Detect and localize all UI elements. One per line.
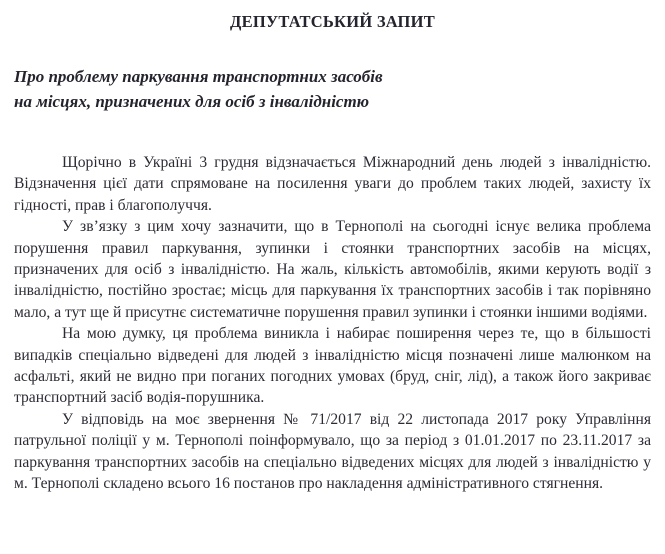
document-text-content (14, 114, 651, 495)
subtitle-line-1: Про проблему паркування транспортних засобів (14, 67, 383, 86)
paragraph-3: На мою думку, ця проблема виникла і набирає поширення через те, що в більшості випадків спеціально відведені для людей з інвалідністю місця позначені лише малюнком на асфальті, який не видно при поганих погодних умовах (бруд, сніг, лід), а також його закриває транспортний засіб водія-порушника. (14, 325, 651, 407)
page-title: ДЕПУТАТСЬКИЙ ЗАПИТ (230, 12, 435, 31)
paragraph-1: Щорічно в Україні 3 грудня відзначається Міжнародний день людей з інвалідністю. Відзначення цієї дати спрямоване на посилення уваги до проблем таких людей, захисту їх гідності, прав і благополуччя. (14, 154, 651, 214)
subtitle-line-2: на місцях, призначених для осіб з інвалідністю (14, 92, 370, 111)
document-subtitle (14, 32, 444, 114)
document-body (14, 0, 651, 495)
paragraph-4: У відповідь на моє звернення № 71/2017 від 22 листопада 2017 року Управління патрульної поліції у м. Тернополі поінформувало, що за період з 01.01.2017 по 23.11.2017 за паркування транспортних засобів на спеціально відведених місцях для людей з інвалідністю у м. Тернополі складено всього 16 постанов про накладення адміністративного стягнення. (14, 410, 651, 493)
paragraph-2: У зв’язку з цим хочу зазначити, що в Тернополі на сьогодні існує велика проблема порушення правил паркування, зупинки і стоянки транспортних засобів на місцях, призначених для осіб з інвалідністю. На жаль, кількість автомобілів, якими керують водії з інвалідністю, постійно зростає; місць для паркування їх транспортних засобів і так порівняно мало, а тут ще й присутнє систематичне порушення правил зупинки і стоянки іншими водіями. (14, 218, 651, 321)
